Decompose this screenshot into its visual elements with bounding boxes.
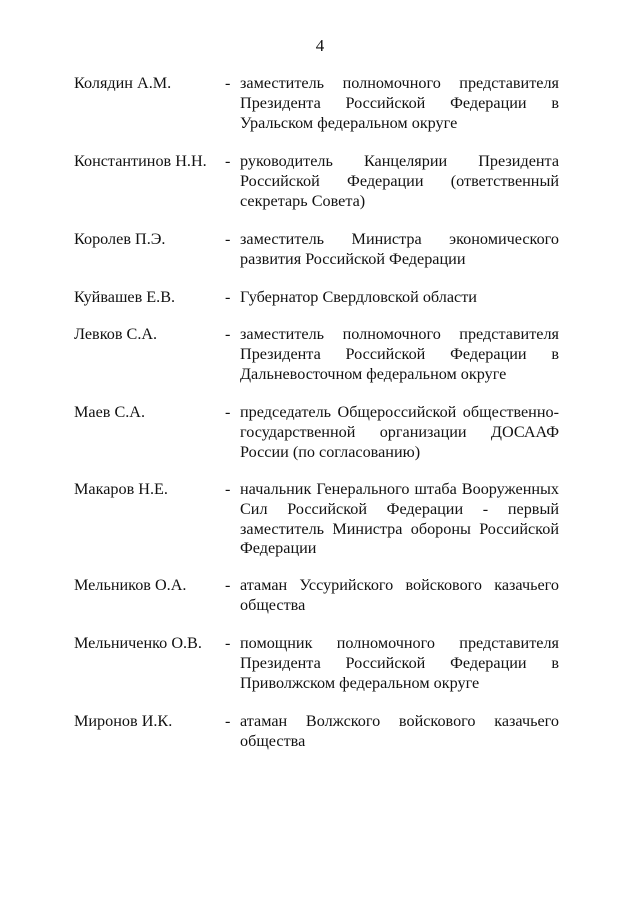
member-position — [240, 325, 559, 384]
position-line: председатель Общероссийской общественно- — [240, 403, 559, 421]
position-line: государственной организации ДОСААФ — [240, 422, 559, 441]
entry-dash: - — [225, 325, 231, 343]
entry-dash: - — [225, 74, 231, 92]
member-position — [240, 74, 559, 133]
member-position — [240, 576, 559, 616]
page-number: 4 — [315, 36, 325, 55]
member-position — [240, 403, 559, 462]
position-line: Приволжском федеральном округе — [240, 673, 480, 692]
member-name: Колядин А.М. — [74, 74, 172, 92]
entry-dash: - — [225, 634, 231, 652]
position-line: заместитель Министра экономического — [240, 230, 559, 248]
position-line: Федерации — [240, 539, 317, 558]
member-name: Мельниченко О.В. — [74, 634, 202, 652]
position-line: Уральском федеральном округе — [240, 113, 458, 132]
member-position — [240, 230, 559, 270]
position-line: начальник Генерального штаба Вооруженных — [240, 480, 559, 498]
entry-dash: - — [225, 480, 231, 498]
position-line: заместитель полномочного представителя — [240, 74, 559, 92]
position-line: Российской Федерации (ответственный — [240, 171, 559, 190]
member-position — [240, 480, 559, 559]
entry-dash: - — [225, 152, 231, 170]
entry-dash: - — [225, 230, 231, 248]
position-line: Дальневосточном федеральном округе — [240, 364, 507, 383]
member-position — [240, 712, 559, 752]
position-line: Президента Российской Федерации в — [240, 93, 559, 112]
member-position — [240, 288, 559, 308]
member-name: Макаров Н.Е. — [74, 480, 168, 498]
position-line: России (по согласованию) — [240, 442, 421, 461]
member-name: Куйвашев Е.В. — [74, 288, 176, 306]
position-line: Президента Российской Федерации в — [240, 344, 559, 363]
entry-dash: - — [225, 288, 231, 306]
member-name: Королев П.Э. — [74, 230, 166, 248]
position-line: заместитель полномочного представителя — [240, 325, 559, 343]
member-name: Маев С.А. — [74, 403, 146, 421]
position-line: общества — [240, 595, 306, 614]
position-line: Сил Российской Федерации - первый — [240, 499, 559, 518]
member-name: Миронов И.К. — [74, 712, 173, 730]
position-line: Губернатор Свердловской области — [240, 288, 477, 306]
member-name: Мельников О.А. — [74, 576, 187, 594]
position-line: атаман Волжского войскового казачьего — [240, 712, 559, 730]
position-line: общества — [240, 731, 306, 750]
member-position — [240, 152, 559, 211]
position-line: атаман Уссурийского войскового казачьего — [240, 576, 559, 594]
position-line: руководитель Канцелярии Президента — [240, 152, 559, 170]
entry-dash: - — [225, 712, 231, 730]
position-line: Президента Российской Федерации в — [240, 653, 559, 672]
entry-dash: - — [225, 576, 231, 594]
position-line: развития Российской Федерации — [240, 249, 466, 268]
position-line: заместитель Министра обороны Российской — [240, 519, 559, 538]
position-line: секретарь Совета) — [240, 191, 366, 210]
member-position — [240, 634, 559, 693]
member-name: Левков С.А. — [74, 325, 158, 343]
entry-dash: - — [225, 403, 231, 421]
position-line: помощник полномочного представителя — [240, 634, 559, 652]
member-name: Константинов Н.Н. — [74, 152, 207, 170]
